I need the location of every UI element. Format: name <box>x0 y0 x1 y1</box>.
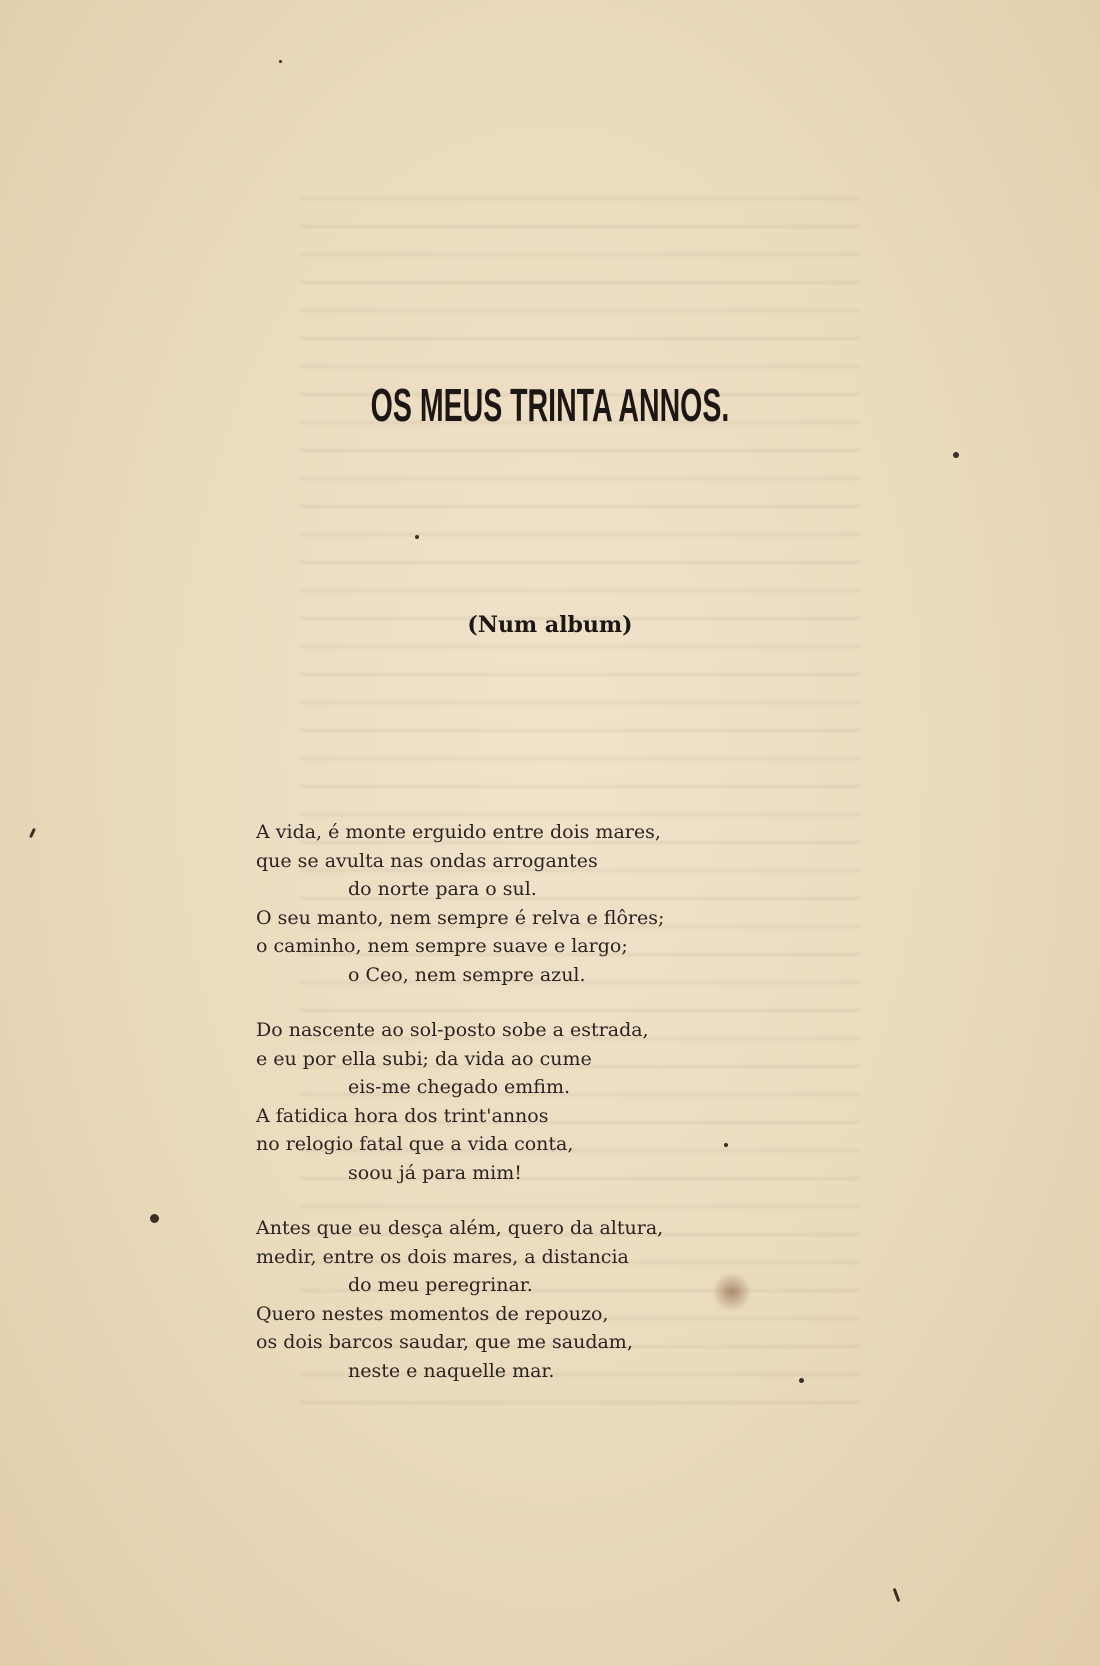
poem-line: O seu manto, nem sempre é relva e flôres; <box>256 906 665 929</box>
ink-speck <box>953 452 959 458</box>
ink-speck <box>279 60 282 63</box>
poem-line: A fatidica hora dos trint'annos <box>256 1104 549 1127</box>
poem-body <box>256 818 896 1412</box>
poem-line: no relogio fatal que a vida conta, <box>256 1133 574 1155</box>
poem-line: os dois barcos saudar, que me saudam, <box>256 1331 633 1353</box>
poem-line: que se avulta nas ondas arrogantes <box>256 849 598 872</box>
poem-line: eis-me chegado emfim. <box>348 1076 571 1098</box>
poem-line: e eu por ella subi; da vida ao cume <box>256 1047 592 1070</box>
poem-line: Antes que eu desça além, quero da altura, <box>256 1217 664 1239</box>
ink-speck <box>29 828 36 838</box>
ink-speck <box>893 1588 901 1602</box>
poem-line: medir, entre os dois mares, a distancia <box>256 1245 629 1268</box>
poem-line: Quero nestes momentos de repouzo, <box>256 1302 609 1325</box>
poem-line: Do nascente ao sol-posto sobe a estrada, <box>256 1019 649 1041</box>
stanza <box>256 1016 896 1187</box>
ink-speck <box>150 1214 159 1223</box>
poem-line: o caminho, nem sempre suave e largo; <box>256 935 628 957</box>
poem-line: soou já para mim! <box>348 1161 522 1184</box>
poem-line: o Ceo, nem sempre azul. <box>348 963 586 986</box>
stanza <box>256 818 896 989</box>
poem-line: A vida, é monte erguido entre dois mares, <box>256 821 661 843</box>
poem-line: neste e naquelle mar. <box>348 1359 555 1382</box>
poem-line: do meu peregrinar. <box>348 1274 533 1296</box>
stanza <box>256 1214 896 1385</box>
poem-subtitle: (Num album) <box>467 612 633 638</box>
poem-line: do norte para o sul. <box>348 878 537 900</box>
ink-speck <box>415 535 419 539</box>
poem-title: OS MEUS TRINTA ANNOS. <box>370 379 730 431</box>
